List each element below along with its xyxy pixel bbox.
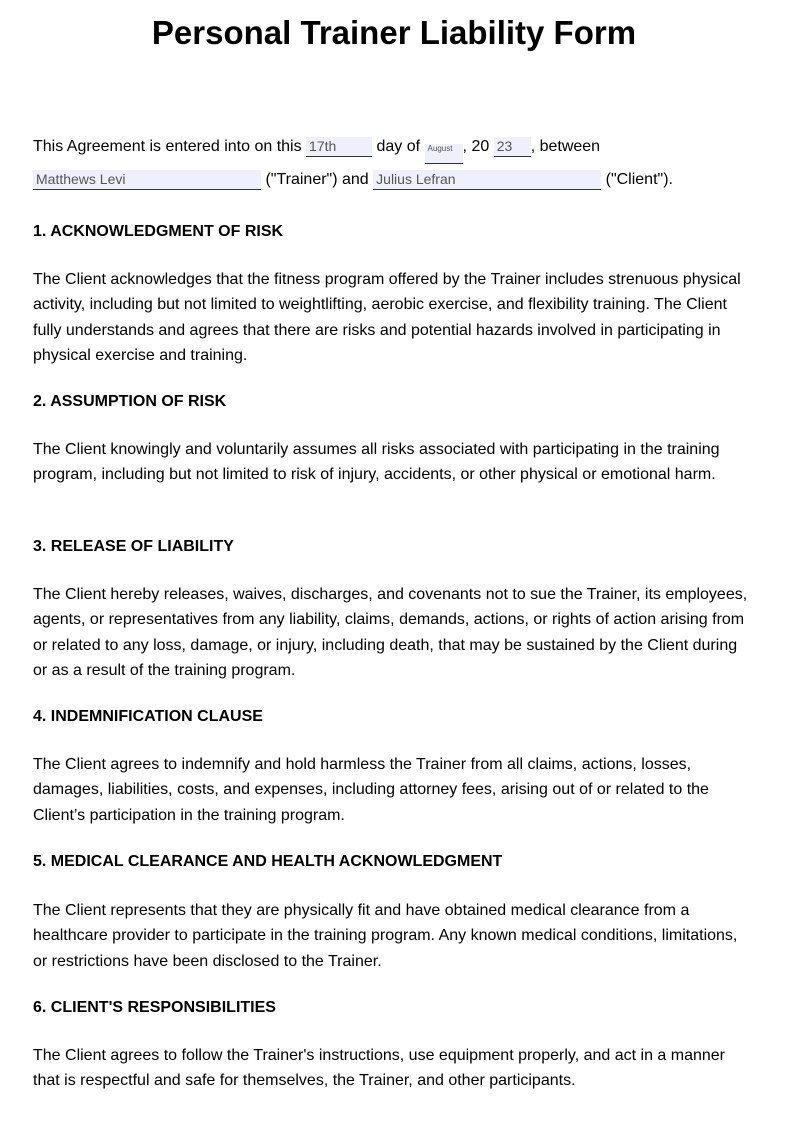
section-heading: 1. ACKNOWLEDGMENT OF RISK: [33, 223, 284, 240]
month-field[interactable]: August: [425, 144, 463, 164]
page-title: Personal Trainer Liability Form: [151, 14, 637, 51]
intro-text: This Agreement is entered into on this: [33, 138, 302, 155]
section-heading: 2. ASSUMPTION OF RISK: [33, 393, 227, 410]
intro-text: , 20: [462, 138, 490, 155]
day-field[interactable]: 17th: [306, 137, 372, 157]
section-body: The Client represents that they are physically fit and have obtained medical clearance from a healthcare provider to participate in the training program. Any known medical conditions, limitations, or restrictions have been disclosed to the Trainer.: [33, 902, 738, 970]
section-heading: 4. INDEMNIFICATION CLAUSE: [33, 708, 263, 725]
intro-text: ("Trainer") and: [265, 171, 369, 188]
section-body: The Client knowingly and voluntarily assumes all risks associated with participating in the training program, including but not limited to risk of injury, accidents, or other physical or emotional harm.: [33, 441, 720, 484]
intro-line-1: [33, 137, 600, 164]
year-field[interactable]: 23: [494, 137, 531, 157]
intro-text: day of: [376, 138, 421, 155]
section-heading: 6. CLIENT'S RESPONSIBILITIES: [33, 999, 276, 1016]
trainer-name-field[interactable]: Matthews Levi: [33, 170, 261, 190]
intro-line-2: [33, 170, 673, 190]
intro-text: , between: [530, 138, 601, 155]
section-body: The Client agrees to follow the Trainer's instructions, use equipment properly, and act in a manner that is respectful and safe for themselves, the Trainer, and other participants.: [33, 1047, 726, 1090]
section-body: The Client hereby releases, waives, discharges, and covenants not to sue the Trainer, its employees, agents, or representatives from any liability, claims, demands, actions, or rights of action arising from or related to any loss, damage, or injury, including death, that may be sustained by the Client during or as a result of the training program.: [33, 586, 748, 679]
section-heading: 3. RELEASE OF LIABILITY: [33, 538, 234, 555]
section-body: The Client agrees to indemnify and hold harmless the Trainer from all claims, actions, losses, damages, liabilities, costs, and expenses, including attorney fees, arising out of or related to the Client’s participation in the training program.: [33, 756, 709, 824]
section-heading: 5. MEDICAL CLEARANCE AND HEALTH ACKNOWLEDGMENT: [33, 853, 503, 870]
client-name-field[interactable]: Julius Lefran: [373, 170, 601, 190]
intro-text: ("Client").: [605, 171, 673, 188]
section-body: The Client acknowledges that the fitness program offered by the Trainer includes strenuous physical activity, including but not limited to weightlifting, aerobic exercise, and flexibility training. The Client fully understands and agrees that there are risks and potential hazards involved in participating in physical exercise and training.: [33, 271, 741, 364]
